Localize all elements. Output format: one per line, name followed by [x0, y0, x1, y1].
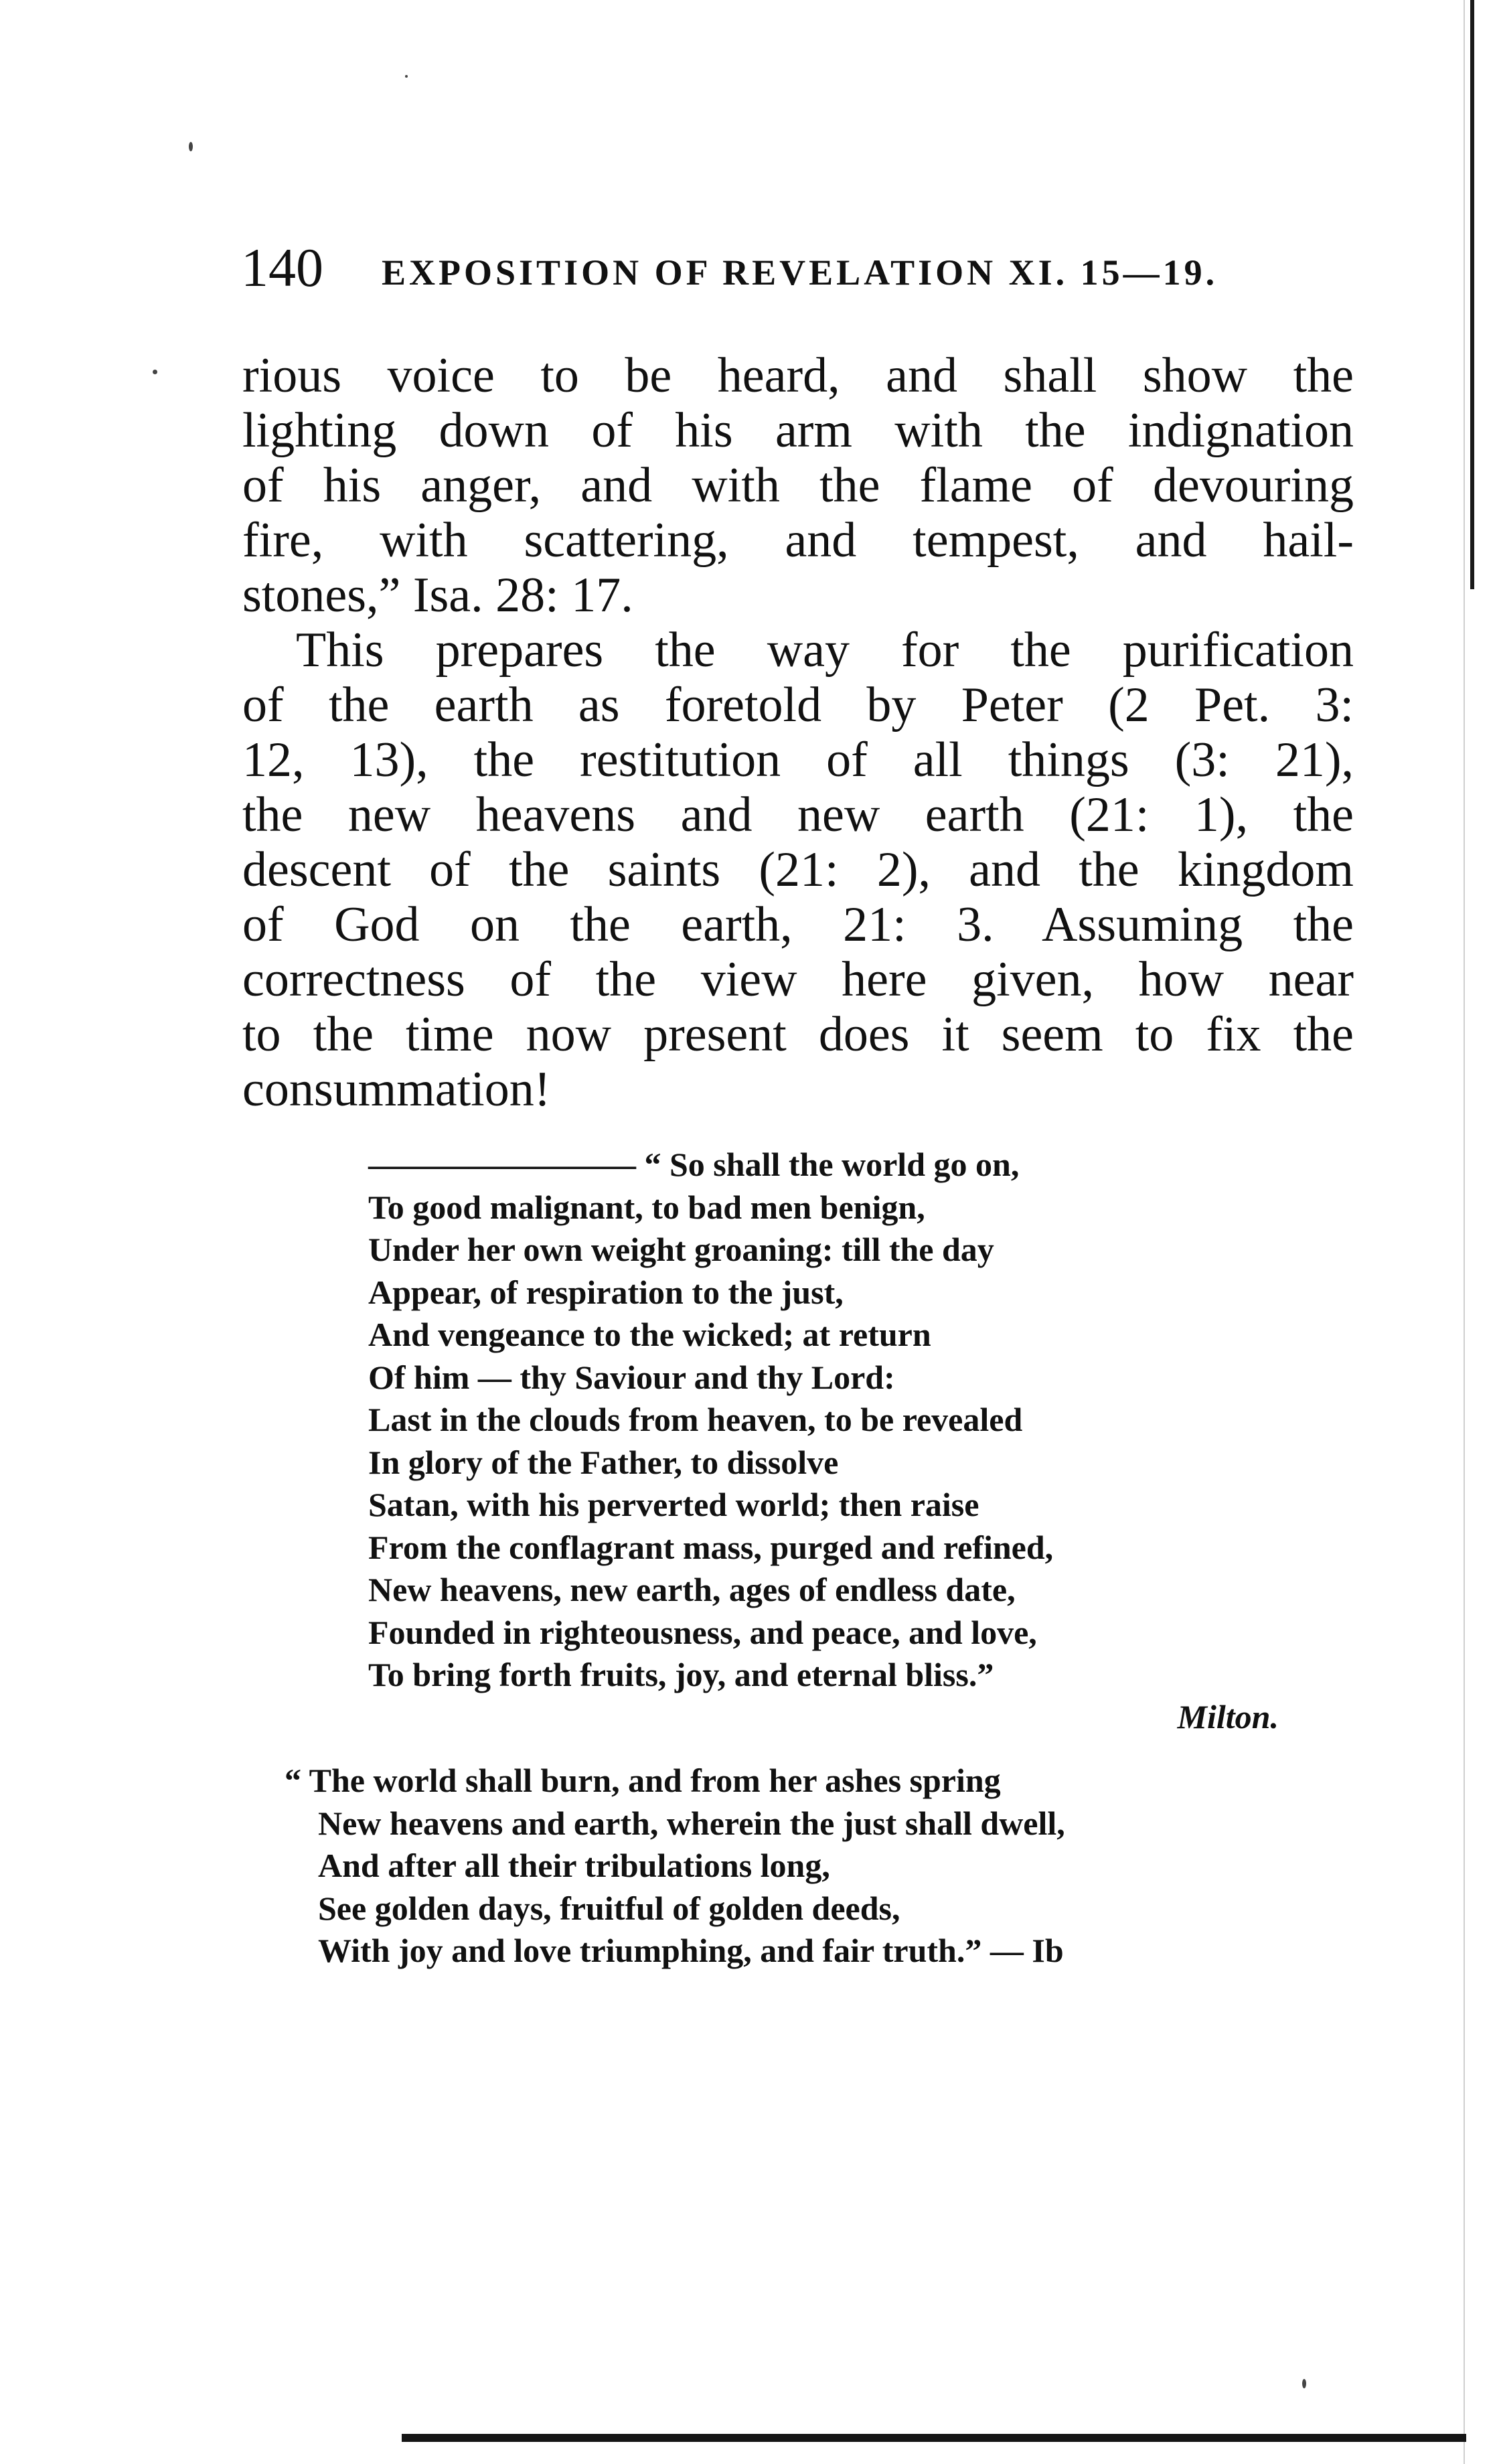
paragraph-continuation [242, 348, 1354, 623]
text-line: the new heavens and new earth (21: 1), the [242, 787, 1354, 842]
verse-line: Founded in righteousness, and peace, and love, [368, 1613, 1037, 1651]
text-line: of his anger, and with the flame of devouring [242, 458, 1354, 513]
verse-line: To good malignant, to bad men benign, [368, 1188, 925, 1226]
text-line: rious voice to be heard, and shall show the [242, 348, 1354, 403]
verse-line: In glory of the Father, to dissolve [368, 1443, 839, 1481]
text-line: of the earth as foretold by Peter (2 Pet. 3: [242, 678, 1354, 733]
text-line: consummation! [242, 1062, 551, 1117]
text-line: lighting down of his arm with the indignation [242, 403, 1354, 458]
verse-line: With joy and love triumphing, and fair truth.” — Ib [318, 1932, 1064, 1969]
verse-line: Appear, of respiration to the just, [368, 1273, 844, 1311]
verse-line: And vengeance to the wicked; at return [368, 1316, 931, 1353]
scan-edge-shadow [1470, 0, 1474, 589]
running-title: EXPOSITION OF REVELATION XI. 15—19. [382, 252, 1218, 293]
verse-line: New heavens and earth, wherein the just shall dwell, [318, 1804, 1065, 1842]
scan-bottom-edge [402, 2434, 1466, 2442]
verse-line: To bring forth fruits, joy, and eternal bliss.” [368, 1656, 994, 1693]
text-line: 12, 13), the restitution of all things (3: 21), [242, 733, 1354, 787]
scan-speck [405, 75, 408, 78]
scan-speck [189, 142, 193, 151]
verse-line: And after all their tribulations long, [318, 1847, 830, 1884]
scan-edge-line [1464, 0, 1465, 2464]
verse-line: Under her own weight groaning: till the day [368, 1231, 994, 1268]
verse-line: ———————— “ So shall the world go on, [368, 1146, 1020, 1183]
attribution-milton: Milton. [1177, 1698, 1279, 1736]
paragraph-purification [242, 623, 1354, 1117]
verse-line: Satan, with his perverted world; then raise [368, 1486, 979, 1523]
milton-quotation [368, 1144, 1053, 1697]
scan-speck [153, 370, 157, 374]
verse-line: Of him — thy Saviour and thy Lord: [368, 1358, 895, 1396]
text-line: stones,” Isa. 28: 17. [242, 568, 633, 623]
verse-line: From the conflagrant mass, purged and refined, [368, 1528, 1054, 1566]
second-quotation [285, 1760, 1065, 1973]
verse-line: See golden days, fruitful of golden deeds, [318, 1889, 900, 1927]
text-line: This prepares the way for the purification [296, 623, 1354, 678]
scan-speck [1302, 2379, 1306, 2388]
verse-line: Last in the clouds from heaven, to be revealed [368, 1401, 1023, 1438]
verse-line: New heavens, new earth, ages of endless date, [368, 1571, 1016, 1608]
text-line: fire, with scattering, and tempest, and hail- [242, 513, 1354, 568]
text-line: to the time now present does it seem to fix the [242, 1007, 1354, 1062]
text-line: descent of the saints (21: 2), and the kingdom [242, 842, 1354, 897]
text-line: correctness of the view here given, how near [242, 952, 1354, 1007]
verse-line: “ The world shall burn, and from her ashes spring [285, 1762, 1001, 1799]
running-head [241, 231, 1379, 305]
text-line: of God on the earth, 21: 3. Assuming the [242, 897, 1354, 952]
page-number: 140 [241, 237, 323, 298]
